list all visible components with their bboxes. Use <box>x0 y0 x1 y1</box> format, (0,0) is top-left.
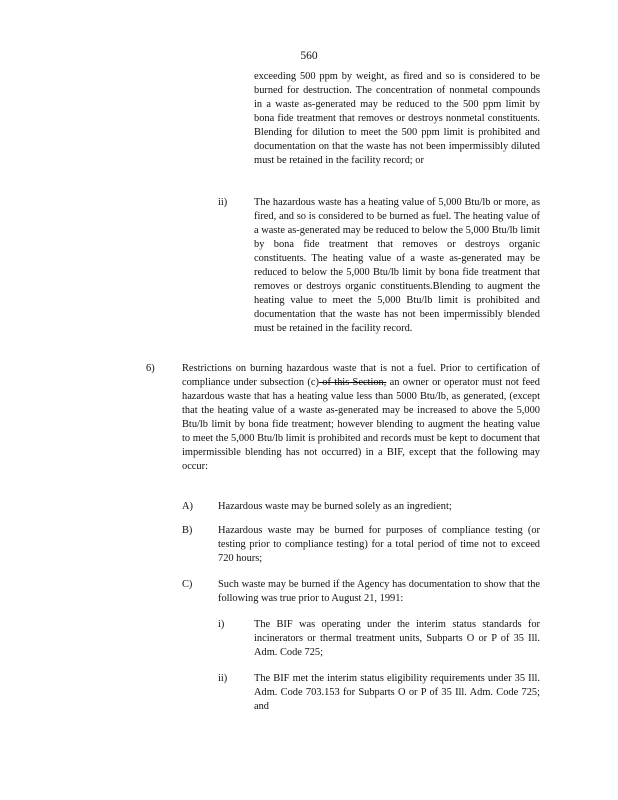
item-B-marker: B) <box>182 525 193 536</box>
item-A-text: Hazardous waste may be burned solely as an ingredient; <box>218 501 452 512</box>
item-6-marker: 6) <box>146 363 155 374</box>
item-C-ii-marker: ii) <box>218 673 228 684</box>
item-6-text-after: an owner or operator must not feed hazardous waste that has a heating value less than 5000 Btu/lb, as generated, (except that the heating value of a waste as-generated may be increased to above the 5,000 Btu/lb limit by bona fide treatment; however blending to augment the heating value to meet the 5,000 Btu/lb limit is prohibited and records must be kept to document that impermissible blending has not occurred) in a BIF, except that the following may occur: <box>182 377 540 472</box>
item-A-marker: A) <box>182 501 193 512</box>
item-ii-text: The hazardous waste has a heating value of 5,000 Btu/lb or more, as fired, and so is considered to be burned as fuel. The heating value of a waste as-generated may be reduced to below the 5,000 Btu/lb limit by bona fide treatment that removes or destroys organic constituents. The heating value of a waste as-generated may be reduced to below the 5,000 Btu/lb limit by bona fide treatment that removes or destroys organic constituents.Blending to augment the heating value to meet the 5,000 Btu/lb limit is prohibited and documentation that the waste has not been impermissibly blended must be retained in the facility record. <box>254 197 540 334</box>
item-C-i-text: The BIF was operating under the interim status standards for incinerators or thermal treatment units, Subparts O or P of 35 Ill. Adm. Code 725; <box>254 619 540 658</box>
page-number: 560 <box>300 50 318 62</box>
item-6-text <box>182 362 540 474</box>
item-C-text: Such waste may be burned if the Agency has documentation to show that the following was true prior to August 21, 1991: <box>218 579 540 604</box>
item-6-text-before: Restrictions on burning hazardous waste that is not a fuel. Prior to certification of compliance under subsection (c) <box>182 363 540 388</box>
continued-paragraph: exceeding 500 ppm by weight, as fired and so is considered to be burned for destruction. The concentration of nonmetal compounds in a waste as-generated may be reduced to the 500 ppm limit by bona fide treatment that removes or destroys nonmetal constituents. Blending for dilution to meet the 500 ppm limit is prohibited and documentation on that the waste has not been impermissibly diluted must be retained in the facility record; or <box>254 71 540 166</box>
item-C-ii-text: The BIF met the interim status eligibility requirements under 35 Ill. Adm. Code 703.153 for Subparts O or P of 35 Ill. Adm. Code 725; and <box>254 673 540 712</box>
item-C-marker: C) <box>182 579 193 590</box>
item-B-text: Hazardous waste may be burned for purposes of compliance testing (or testing prior to compliance testing) for a total period of time not to exceed 720 hours; <box>218 525 540 564</box>
item-C-i-marker: i) <box>218 619 225 630</box>
item-ii-marker: ii) <box>218 197 228 208</box>
item-6-struck-text: of this Section, <box>318 377 387 388</box>
